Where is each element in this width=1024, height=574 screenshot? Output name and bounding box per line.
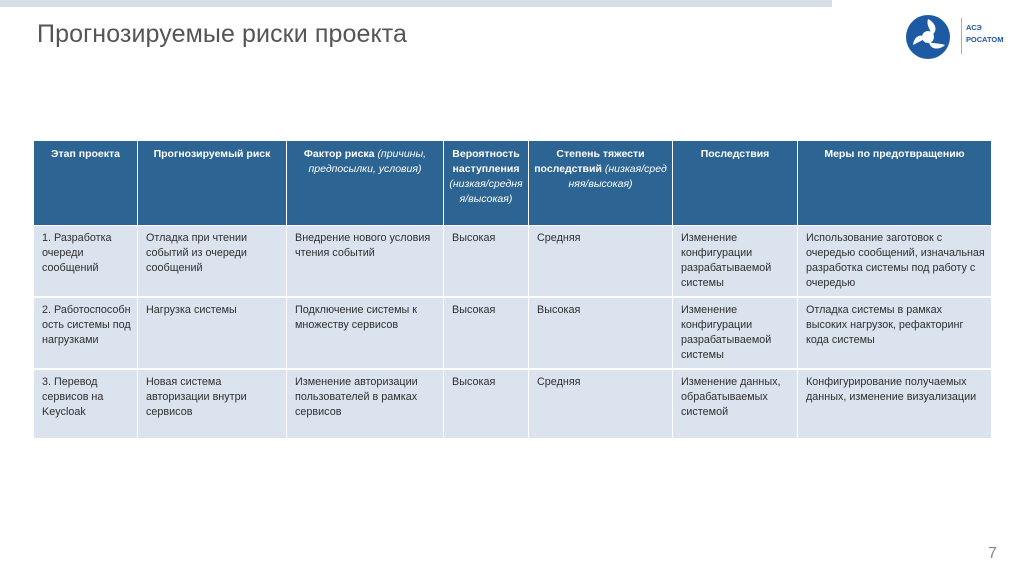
cell-factor: Подключение системы к множеству сервисов [287, 297, 444, 369]
risk-table [33, 140, 992, 440]
cell-measures: Конфигурирование получаемых данных, изменение визуализации [798, 369, 992, 439]
logo-wordmark [966, 22, 1004, 46]
cell-severity: Средняя [529, 226, 673, 298]
logo-divider [961, 18, 962, 54]
header-probability-hint: (низкая/средняя/высокая) [449, 178, 523, 205]
header-severity: Степень тяжести последствий (низкая/средняя/высокая) [529, 141, 673, 226]
header-factor-hint: (причины, предпосылки, условия) [308, 148, 427, 175]
cell-factor: Внедрение нового условия чтения событий [287, 226, 444, 298]
page-title: Прогнозируемые риски проекта [37, 20, 408, 48]
header-factor: Фактор риска (причины, предпосылки, условия) [287, 141, 444, 226]
table-row [34, 369, 992, 439]
table-row [34, 297, 992, 369]
logo-line-2: РОСАТОМ [966, 35, 1004, 44]
cell-severity: Средняя [529, 369, 673, 439]
header-probability: Вероятность наступления (низкая/средняя/высокая) [444, 141, 529, 226]
cell-risk: Новая система авторизации внутри сервисов [138, 369, 287, 439]
table-header-row [34, 141, 992, 226]
table-row [34, 226, 992, 298]
header-severity-hint: (низкая/средняя/высокая) [568, 163, 667, 190]
header-measures: Меры по предотвращению [798, 141, 992, 226]
page-number: 7 [988, 545, 997, 562]
cell-stage: 2. Работоспособность системы под нагрузками [34, 297, 138, 369]
cell-risk: Отладка при чтении событий из очереди сообщений [138, 226, 287, 298]
cell-consequences: Изменение конфигурации разрабатываемой системы [673, 297, 798, 369]
header-risk: Прогнозируемый риск [138, 141, 287, 226]
logo-line-1: АСЭ [966, 23, 982, 32]
header-stage: Этап проекта [34, 141, 138, 226]
cell-probability: Высокая [444, 297, 529, 369]
cell-probability: Высокая [444, 369, 529, 439]
cell-consequences: Изменение конфигурации разрабатываемой системы [673, 226, 798, 298]
header-consequences: Последствия [673, 141, 798, 226]
cell-factor: Изменение авторизации пользователей в рамках сервисов [287, 369, 444, 439]
rosatom-logo-icon [904, 13, 960, 61]
top-accent-bar [0, 0, 832, 7]
cell-measures: Использование заготовок с очередью сообщений, изначальная разработка системы под работу с очередью [798, 226, 992, 298]
cell-probability: Высокая [444, 226, 529, 298]
cell-risk: Нагрузка системы [138, 297, 287, 369]
cell-stage: 3. Перевод сервисов на Keycloak [34, 369, 138, 439]
cell-consequences: Изменение данных, обрабатываемых системой [673, 369, 798, 439]
cell-severity: Высокая [529, 297, 673, 369]
cell-stage: 1. Разработка очереди сообщений [34, 226, 138, 298]
cell-measures: Отладка системы в рамках высоких нагрузок, рефакторинг кода системы [798, 297, 992, 369]
